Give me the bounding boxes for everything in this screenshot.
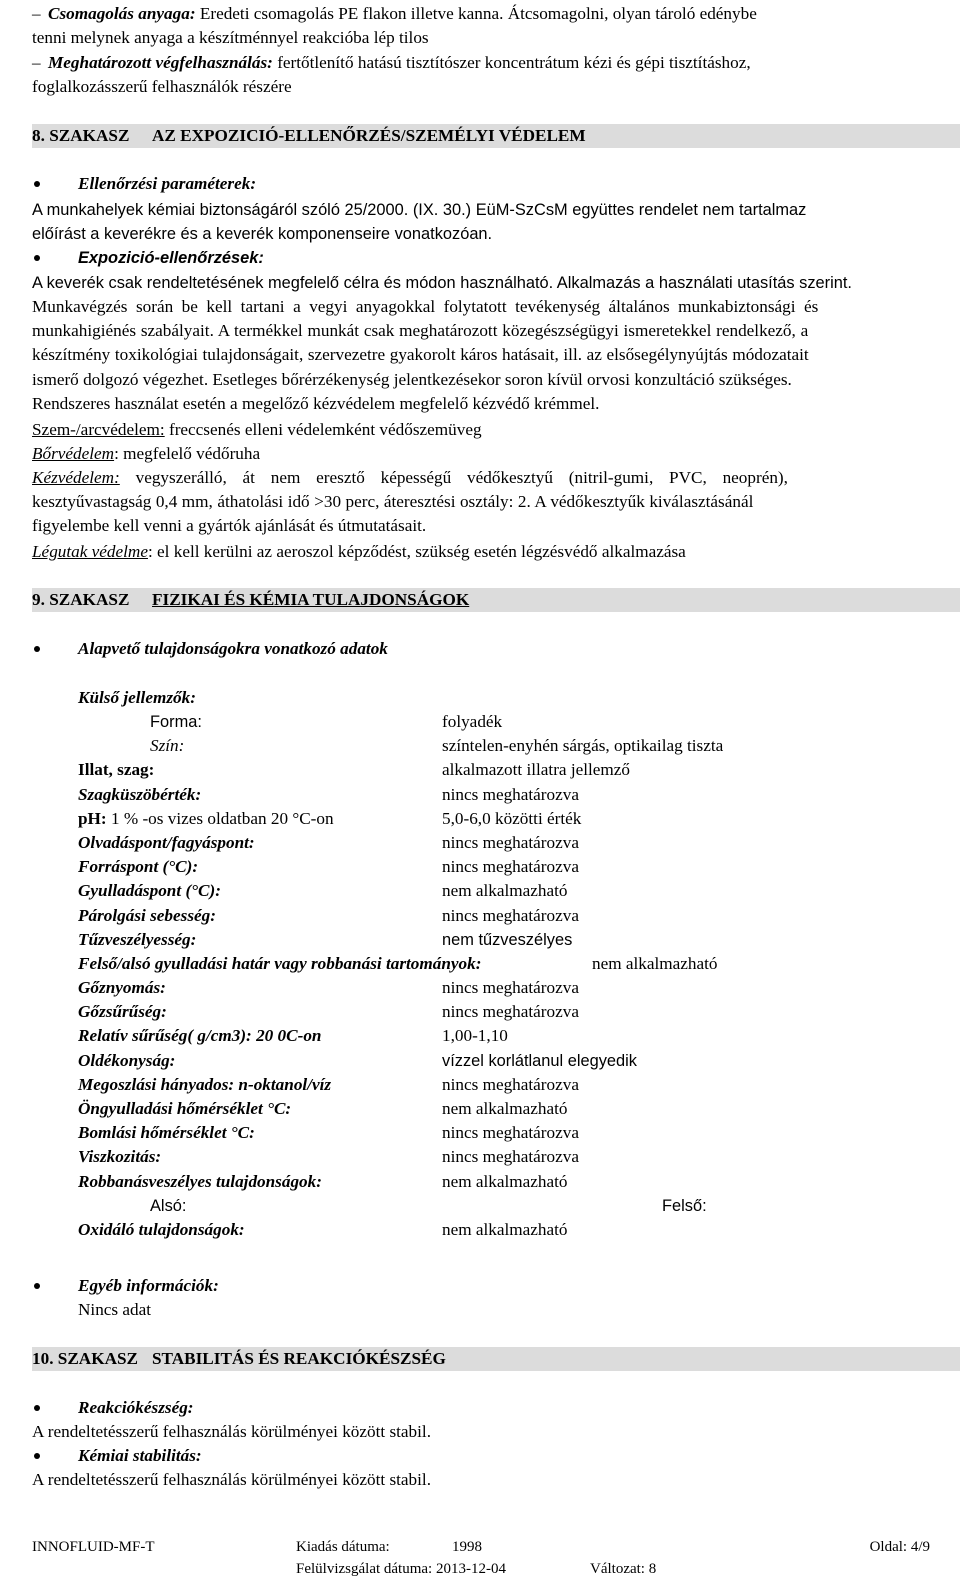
respiratory-protection-label: Légutak védelme	[32, 542, 148, 561]
property-row: Robbanásveszélyes tulajdonságok: nem alkalmazható	[78, 1171, 568, 1191]
bullet-icon	[34, 255, 40, 261]
issue-date-label: Kiadás dátuma:	[296, 1539, 390, 1555]
property-row: Szagküszöbérték: nincs meghatározva	[78, 784, 579, 804]
section-8-header: 8. SZAKASZ AZ EXPOZICIÓ-ELLENŐRZÉS/SZEMÉLYI VÉDELEM	[32, 124, 960, 148]
packaging-line: – Csomagolás anyaga: Eredeti csomagolás PE flakon illetve kanna. Átcsomagolni, olyan tároló edénybe	[32, 4, 757, 23]
section-9-header: 9. SZAKASZ FIZIKAI ÉS KÉMIA TULAJDONSÁGOK	[32, 588, 960, 612]
review-date: Felülvizsgálat dátuma: 2013-12-04	[296, 1561, 506, 1577]
other-info-heading: Egyéb információk:	[32, 1274, 219, 1298]
bullet-icon	[34, 1283, 40, 1289]
packaging-label: Csomagolás anyaga:	[48, 4, 196, 23]
property-row: Oxidáló tulajdonságok: nem alkalmazható	[78, 1219, 568, 1239]
properties-table	[32, 710, 960, 1242]
end-use-label: Meghatározott végfelhasználás:	[48, 53, 273, 72]
skin-protection-label: Bőrvédelem	[32, 444, 115, 463]
exposure-controls-heading: Expozició-ellenőrzések:	[32, 246, 264, 270]
property-row: Viszkozitás: nincs meghatározva	[78, 1147, 579, 1167]
bullet-icon	[34, 181, 40, 187]
bullet-icon	[34, 1405, 40, 1411]
issue-date-value: 1998	[452, 1539, 482, 1555]
property-row: Szín: színtelen-enyhén sárgás, optikailag tiszta	[150, 736, 724, 756]
eye-protection-label: Szem-/arcvédelem:	[32, 420, 165, 439]
control-params-heading: Ellenőrzési paraméterek:	[32, 172, 256, 196]
other-info-text: Nincs adat	[78, 1300, 152, 1319]
property-row: Öngyulladási hőmérséklet °C: nem alkalmazható	[78, 1099, 568, 1118]
packaging-line-2: tenni melynek anyaga a készítménnyel reakcióba lép tilos	[32, 28, 429, 47]
property-row: Megoszlási hányados: n-oktanol/víz nincs meghatározva	[78, 1074, 579, 1094]
reactivity-text: A rendeltetésszerű felhasználás körülményei között stabil.	[32, 1422, 431, 1441]
property-row: Felső/alsó gyulladási határ vagy robbanási tartományok: nem alkalmazható	[78, 953, 718, 973]
page-footer	[32, 1536, 960, 1580]
property-row: Relatív sűrűség( g/cm3): 20 0C-on 1,00-1,10	[78, 1026, 508, 1046]
exposure-controls-text-1: A keverék csak rendeltetésének megfelelő célra és módon használható. Alkalmazás a használati utasítás szerint.	[32, 274, 852, 292]
property-row: Alsó: Felső:	[150, 1196, 707, 1215]
eye-protection-line: Szem-/arcvédelem: freccsenés elleni védelemként védőszemüveg	[32, 420, 482, 439]
basic-properties-heading: Alapvető tulajdonságokra vonatkozó adatok	[32, 637, 388, 661]
external-characteristics-heading: Külső jellemzők:	[78, 688, 196, 707]
product-code: INNOFLUID-MF-T	[32, 1539, 155, 1555]
section-10-header: 10. SZAKASZ STABILITÁS ÉS REAKCIÓKÉSZSÉG	[32, 1347, 960, 1371]
hand-protection-label: Kézvédelem:	[32, 468, 120, 487]
chemical-stability-text: A rendeltetésszerű felhasználás körülményei között stabil.	[32, 1470, 431, 1489]
end-use-line: – Meghatározott végfelhasználás: fertőtlenítő hatású tisztítószer koncentrátum kézi és gépi tisztításhoz,	[32, 53, 751, 72]
property-row: Párolgási sebesség: nincs meghatározva	[78, 905, 579, 925]
version: Változat: 8	[590, 1561, 657, 1577]
control-params-text: A munkahelyek kémiai biztonságáról szóló 25/2000. (IX. 30.) EüM-SzCsM együttes rendelet nem tartalmaz előírást a keverékre és a keverék komponenseire vonatkozóan.	[32, 201, 807, 244]
end-use-line-2: foglalkozásszerű felhasználók részére	[32, 77, 292, 96]
property-row: Forráspont (°C): nincs meghatározva	[78, 857, 579, 877]
hand-protection-block: Kézvédelem: vegyszerálló, át nem eresztő képességű védőkesztyű (nitril-gumi, PVC, neoprén), kesztyűvastagság 0,4 mm, áthatolási idő >30 perc, áteresztési osztály: 2. A védőkesztyűk kiválasztásánál figyelembe kell venni a gyártók ajánlását és útmutatásait.	[32, 468, 788, 536]
property-row: Gyulladáspont (°C): nem alkalmazható	[78, 881, 568, 901]
page-number: Oldal: 4/9	[869, 1539, 930, 1555]
bullet-icon	[34, 1453, 40, 1459]
property-row: Bomlási hőmérséklet °C: nincs meghatározva	[78, 1123, 579, 1143]
bullet-icon	[34, 646, 40, 652]
skin-protection-line: Bőrvédelem: megfelelő védőruha	[32, 444, 261, 463]
exposure-controls-paragraph: Munkavégzés során be kell tartani a vegyi anyagokkal folytatott tevékenység általános munkabiztonsági és munkahigiénés szabályait. A termékkel munkát csak meghatározott közegészségügyi ismeretekkel rendelkező, a készítmény toxikológiai tulajdonságait, szervezetre gyakorolt káros hatásait, ill. az elsősegélynyújtás módozatait ismerő dolgozó végezhet. Esetleges bőrérzékenység jelentkezésekor soron kívül orvosi konzultáció szükséges. Rendszeres használat esetén a megelőző kézvédelem megfelelő kézvédő krémmel.	[32, 297, 819, 413]
respiratory-protection-line: Légutak védelme: el kell kerülni az aeroszol képződést, szükség esetén légzésvédő alkalmazása	[32, 542, 686, 561]
property-row: Olvadáspont/fagyáspont: nincs meghatározva	[78, 832, 579, 852]
property-row: Tűzveszélyesség: nem tűzveszélyes	[78, 929, 573, 949]
property-row: Gőzsűrűség: nincs meghatározva	[78, 1002, 579, 1022]
reactivity-heading: Reakciókészség:	[32, 1396, 194, 1420]
chemical-stability-heading: Kémiai stabilitás:	[32, 1444, 202, 1468]
property-row: Oldékonyság: vízzel korlátlanul elegyedik	[78, 1050, 637, 1070]
property-row: Gőznyomás: nincs meghatározva	[78, 978, 579, 998]
property-row: pH: 1 % -os vizes oldatban 20 °C-on 5,0-6,0 közötti érték	[78, 808, 582, 828]
property-row: Illat, szag: alkalmazott illatra jellemző	[78, 760, 631, 780]
property-row: Forma: folyadék	[150, 712, 503, 731]
